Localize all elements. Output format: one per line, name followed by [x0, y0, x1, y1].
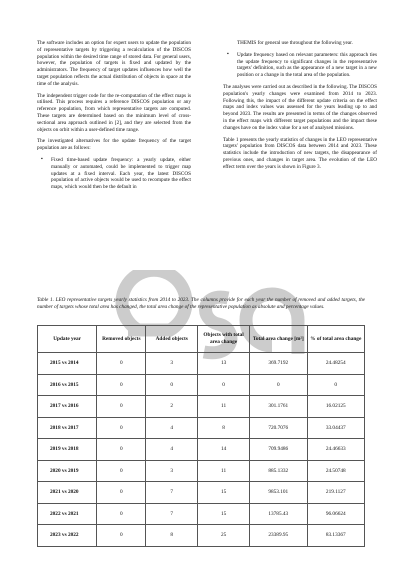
column-header: % of total area change: [307, 326, 364, 353]
table-row: [38, 482, 365, 504]
table-cell: 13785.43: [250, 503, 307, 525]
table-cell: 25: [198, 525, 250, 547]
table-cell: 2019 vs 2018: [38, 439, 97, 461]
table-cell: 14: [198, 439, 250, 461]
table-cell: 0: [307, 374, 364, 396]
table-row: [38, 439, 365, 461]
table-cell: 0: [97, 417, 146, 439]
table-cell: 8: [146, 525, 198, 547]
table-cell: 0: [250, 374, 307, 396]
paragraph: The analyses were carried out as described in the following. The DISCOS population's yearly changes were examined from 2014 to 2023. Following this, the impact of the different update criteria on the effect maps and index values was assessed for the years leading up to and beyond 2023. The results are presented in terms of the changes observed in the effect maps with different target populations and the impact these changes have on the index value for a set of analysed missions.: [223, 83, 377, 131]
bullet-item: ▪ Fixed time-based update frequency: a yearly update, either manually or automated, could be implemented to trigger map updates at a fixed interval. Each year, the latest DISCOS population of active objects would be used to recompute the effect maps, which would then be the default in: [51, 157, 191, 191]
table-cell: 0: [97, 396, 146, 418]
table-cell: 4: [146, 417, 198, 439]
bullet-item: ▪ Update frequency based on relevant parameters: this approach ties the update frequency to significant changes in the representative targets' definition, such as the appearance of a new target in a new position or a change in the total area of the population.: [237, 52, 377, 79]
table-cell: 0: [97, 503, 146, 525]
table-cell: 4: [146, 439, 198, 461]
table-cell: 2022 vs 2021: [38, 503, 97, 525]
statistics-table: [37, 325, 365, 547]
table-cell: 24.46633: [307, 439, 364, 461]
table-cell: 96.06624: [307, 503, 364, 525]
table-cell: 16.02125: [307, 396, 364, 418]
column-header: Objects with total area change: [198, 326, 250, 353]
table-caption: Table 1. LEO representative targets yearly statistics from 2014 to 2023. The columns provide for each year the number of removed and added targets, the number of targets whose total area has changed, the total area change of the representative population as absolute and percentage values.: [37, 297, 365, 310]
column-header: Added objects: [146, 326, 198, 353]
table-cell: 33.04437: [307, 417, 364, 439]
table-cell: 7: [146, 503, 198, 525]
table-cell: 885.1332: [250, 460, 307, 482]
table-cell: 3: [146, 353, 198, 375]
table-cell: 2016 vs 2015: [38, 374, 97, 396]
paragraph: The investigated alternatives for the update frequency of the target population are as follows:: [37, 138, 191, 152]
bullet-list: [223, 52, 377, 79]
table-cell: 720.7076: [250, 417, 307, 439]
table-row: [38, 503, 365, 525]
table-cell: 7: [146, 482, 198, 504]
table-cell: 219.1127: [307, 482, 364, 504]
table-cell: 0: [97, 460, 146, 482]
paragraph: Table 1 presents the yearly statistics of changes in the LEO representative targets' population from DISCOS data between 2014 and 2023. These statistics include the introduction of new targets, the disappearance of previous ones, and changes in target area. The evolution of the LEO effect term over the years is shown in Figure 3.: [223, 136, 377, 170]
table-cell: 24.50748: [307, 460, 364, 482]
table-cell: 0: [198, 374, 250, 396]
paragraph: The software includes an option for expert users to update the population of representative targets by triggering a recalculation of the DISCOS population within the desired time range of stored data. For general users, however, the population of targets is fixed and updated by the administrators. The frequency of target updates influences how well the target population reflects the actual distribution of objects in space at the time of the analysis.: [37, 40, 191, 87]
table-cell: 709.9486: [250, 439, 307, 461]
paragraph: THEMIS for general use throughout the following year.: [237, 40, 353, 46]
table-cell: 2018 vs 2017: [38, 417, 97, 439]
table-cell: 23389.95: [250, 525, 307, 547]
table-cell: 2021 vs 2020: [38, 482, 97, 504]
column-header: Update year: [38, 326, 97, 353]
table-cell: 11: [198, 396, 250, 418]
table-cell: 2: [146, 396, 198, 418]
table-row: [38, 374, 365, 396]
table-cell: 0: [146, 374, 198, 396]
table-cell: 15: [198, 503, 250, 525]
table-cell: 2023 vs 2022: [38, 525, 97, 547]
bullet-list: [37, 157, 191, 191]
table-cell: 0: [97, 374, 146, 396]
table-cell: 2015 vs 2014: [38, 353, 97, 375]
table-cell: 2017 vs 2016: [38, 396, 97, 418]
table-cell: 2020 vs 2019: [38, 460, 97, 482]
table-cell: 0: [97, 439, 146, 461]
table-cell: 83.13367: [307, 525, 364, 547]
table-cell: 11: [198, 460, 250, 482]
table-cell: 8: [198, 417, 250, 439]
table-cell: 0: [97, 353, 146, 375]
table-cell: 3: [146, 460, 198, 482]
table-header-row: [38, 326, 365, 353]
table-row: [38, 525, 365, 547]
table-cell: 369.7192: [250, 353, 307, 375]
table-cell: 0: [97, 525, 146, 547]
column-header: Total area change [m²]: [250, 326, 307, 353]
table-row: [38, 396, 365, 418]
table-cell: 15: [198, 482, 250, 504]
left-column: [37, 40, 191, 196]
table-cell: 13: [198, 353, 250, 375]
table-cell: 24.48254: [307, 353, 364, 375]
paragraph: The independent trigger code for the re-computation of the effect maps is utilised. This process requires a reference DISCOS population or any reference population, from which representative targets are computed. These targets are determined based on the minimum level of cross-sectional area approach outlined in [2], and they are selected from the objects on orbit within a user-defined time range.: [37, 92, 191, 133]
right-column: [223, 40, 377, 176]
table-row: [38, 353, 365, 375]
table-cell: 301.1761: [250, 396, 307, 418]
table-row: [38, 460, 365, 482]
table-cell: 0: [97, 482, 146, 504]
table-row: [38, 417, 365, 439]
table-cell: 9853.101: [250, 482, 307, 504]
column-header: Removed objects: [97, 326, 146, 353]
